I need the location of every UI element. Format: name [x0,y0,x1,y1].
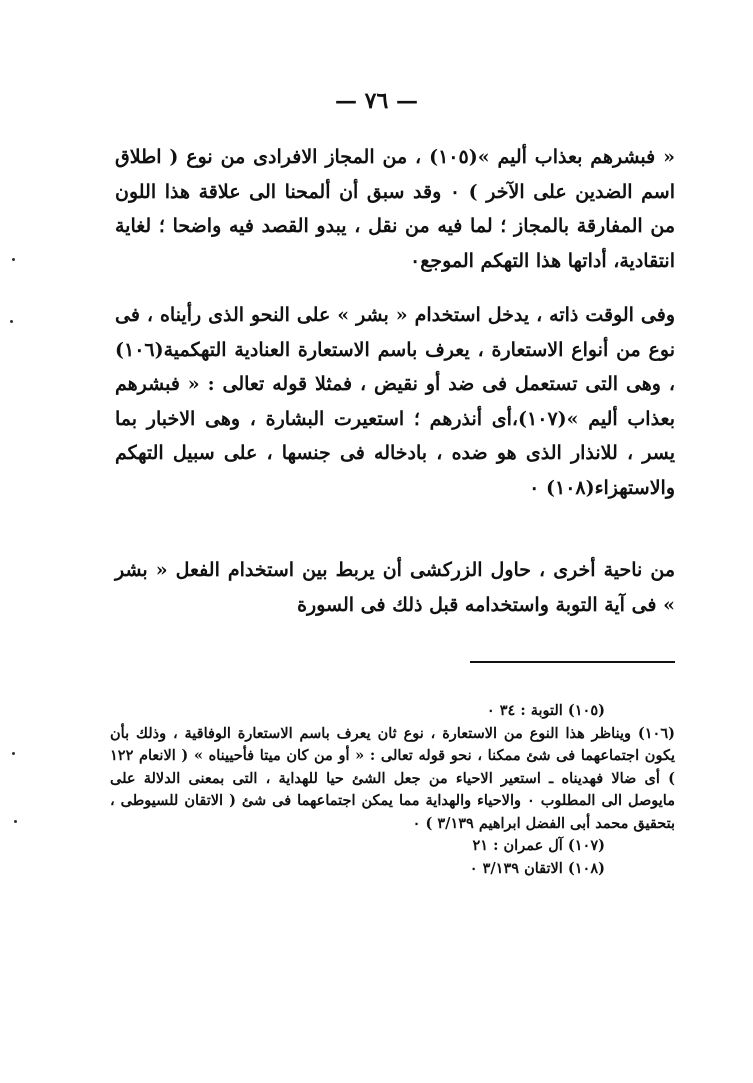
footnotes [110,700,675,880]
scan-speck [10,320,13,323]
scan-speck [14,820,17,823]
footnote-108: (١٠٨) الاتقان ٣/١٣٩ ٠ [469,859,605,877]
footnote-106: (١٠٦) ويناظر هذا النوع من الاستعارة ، نوع ثان يعرف باسم الاستعارة الوفاقية ، وذلك بأن يكون اجتماعهما فى شئ ممكنا ، نحو قوله تعالى : « أو من كان ميتا فأحييناه » ( الانعام ١٢٢ ) أى ضالا فهديناه ـ استعير الاحياء من جعل الشئ حيا للهداية ، التى بمعنى الدلالة على مايوصل الى المطلوب ٠ والاحياء والهداية مما يمكن اجتماعهما فى شئ ( الاتقان للسيوطى ، بتحقيق محمد أبى الفضل ابراهيم ٣/١٣٩ ) ٠ [110,724,675,832]
page-number: — ٧٦ — [335,88,418,114]
paragraph-text: وفى الوقت ذاته ، يدخل استخدام « بشر » على النحو الذى رأيناه ، فى نوع من أنواع الاستعارة ، يعرف باسم الاستعارة العنادية التهكمية(١٠٦) ، وهى التى تستعمل فى ضد أو نقيض ، فمثلا قوله تعالى : « فبشرهم بعذاب أليم »(١٠٧)،أى أنذرهم ؛ استعيرت البشارة ، وهى الاخبار بما يسر ، للانذار الذى هو ضده ، بادخاله فى جنسها ، على سبيل التهكم والاستهزاء(١٠٨) ٠ [115,304,675,499]
paragraph-text: « فبشرهم بعذاب أليم »(١٠٥) ، من المجاز الافرادى من نوع ( اطلاق اسم الضدين على الآخر ) ٠ وقد سبق أن ألمحنا الى علاقة هذا اللون من المفارقة بالمجاز ؛ لما فيه من نقل ، يبدو القصد فيه واضحا ؛ لغاية انتقادية، أداتها هذا التهكم الموجع٠ [115,146,675,272]
body-paragraph-1 [115,140,675,278]
body-paragraph-2 [115,298,675,505]
scan-speck [12,258,15,261]
footnote-105: (١٠٥) التوبة : ٣٤ ٠ [486,702,605,719]
paragraph-text: من ناحية أخرى ، حاول الزركشى أن يربط بين استخدام الفعل « بشر » فى آية التوبة واستخدامه قبل ذلك فى السورة [115,559,675,616]
scan-speck [12,752,15,755]
footnote-divider [470,661,675,663]
footnote-107: (١٠٧) آل عمران : ٢١ [472,837,605,854]
body-paragraph-3 [115,553,675,622]
